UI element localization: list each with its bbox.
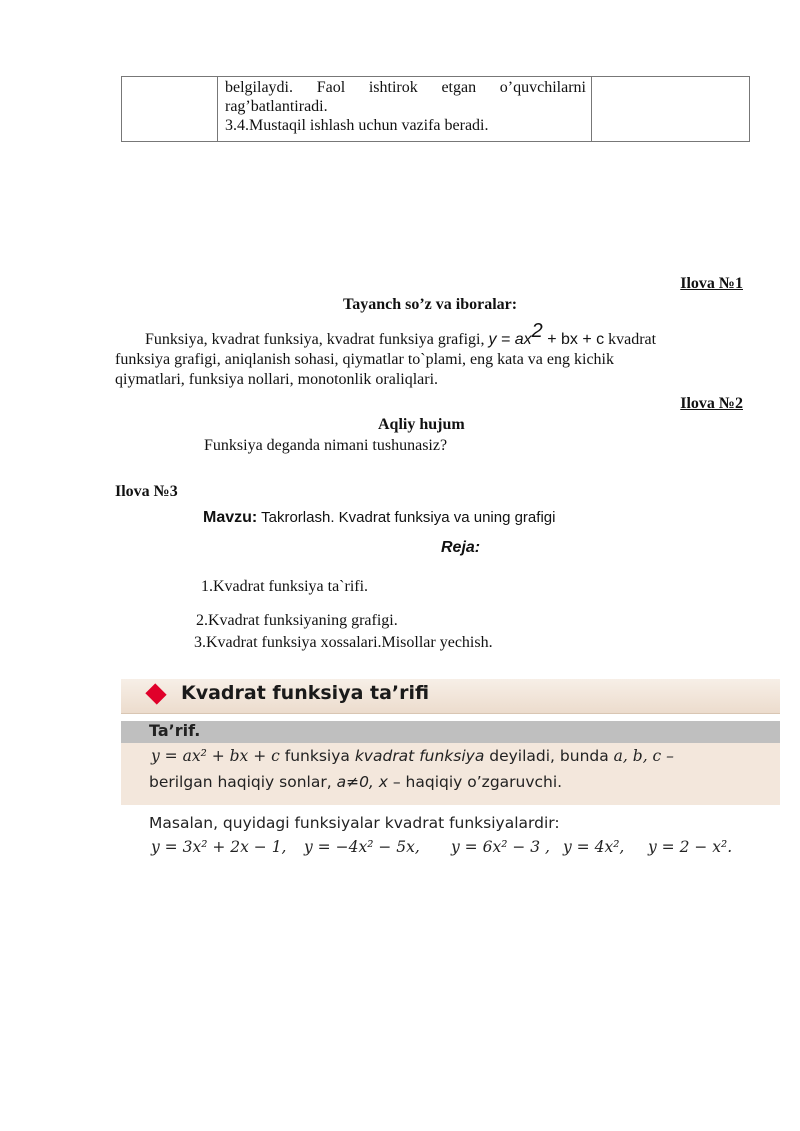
reja-heading: Reja: <box>441 539 481 556</box>
ilova2-heading: Aqliy hujum <box>378 416 465 433</box>
mavzu-label: Mavzu: <box>203 509 258 526</box>
diamond-bullet-icon <box>145 683 166 704</box>
table-cell-empty-right <box>592 77 750 142</box>
ilova2-label: Ilova №2 <box>680 395 743 412</box>
ilova1-formula: y = ax2 + bx + c <box>488 320 605 348</box>
definition-line-1: y = ax² + bx + c funksiya kvadrat funksiya deyiladi, bunda a, b, c – <box>151 747 674 765</box>
mavzu-text: Takrorlash. Kvadrat funksiya va uning grafigi <box>257 509 556 526</box>
ilova1-paragraph <box>115 320 743 390</box>
reja-item-3: 3.Kvadrat funksiya xossalari.Misollar yechish. <box>194 634 493 651</box>
definition-body <box>121 743 780 805</box>
table-line-3: 3.4.Mustaqil ishlash uchun vazifa beradi. <box>225 117 489 134</box>
table-row <box>122 77 750 142</box>
example-1: y = 3x² + 2x − 1, <box>151 838 287 856</box>
table-line-1: belgilaydi. Faol ishtirok etgan o’quvchilarni <box>225 79 586 96</box>
table-line-2: rag’batlantiradi. <box>225 98 328 115</box>
textbook-excerpt <box>121 679 780 869</box>
ilova1-text-before: Funksiya, kvadrat funksiya, kvadrat funksiya grafigi, <box>145 331 485 348</box>
definition-vars: a, b, c – <box>613 747 674 765</box>
ilova3-mavzu <box>203 509 555 527</box>
table-cell-empty-left <box>122 77 218 142</box>
example-intro: Masalan, quyidagi funksiyalar kvadrat funksiyalardir: <box>149 814 560 832</box>
example-4: y = 4x², <box>563 838 625 856</box>
reja-item-2: 2.Kvadrat funksiyaning grafigi. <box>196 612 398 629</box>
ilova1-line3: qiymatlari, funksiya nollari, monotonlik oraliqlari. <box>115 371 439 388</box>
lesson-plan-table <box>121 76 750 142</box>
example-5: y = 2 − x². <box>648 838 733 856</box>
definition-line-2: berilgan haqiqiy sonlar, a≠0, x – haqiqiy o’zgaruvchi. <box>149 773 563 791</box>
definition-term: kvadrat funksiya <box>354 747 485 765</box>
ilova1-text-after: kvadrat <box>604 331 657 348</box>
textbook-title: Kvadrat funksiya ta’rifi <box>181 682 430 704</box>
example-2: y = −4x² − 5x, <box>304 838 420 856</box>
table-cell-content <box>218 77 592 142</box>
ilova3-label: Ilova №3 <box>115 483 178 500</box>
ilova1-label: Ilova №1 <box>680 275 743 292</box>
example-3: y = 6x² − 3 , <box>451 838 550 856</box>
textbook-header <box>121 679 780 714</box>
reja-item-1: 1.Kvadrat funksiya ta`rifi. <box>201 578 369 595</box>
ilova1-heading: Tayanch so’z va iboralar: <box>343 296 518 313</box>
definition-bar <box>121 721 780 743</box>
ilova2-question: Funksiya deganda nimani tushunasiz? <box>204 437 448 454</box>
ilova1-line2: funksiya grafigi, aniqlanish sohasi, qiymatlar to`plami, eng kata va eng kichik <box>115 351 614 368</box>
definition-label: Ta’rif. <box>149 721 201 740</box>
definition-formula: y = ax² + bx + c <box>151 747 280 765</box>
